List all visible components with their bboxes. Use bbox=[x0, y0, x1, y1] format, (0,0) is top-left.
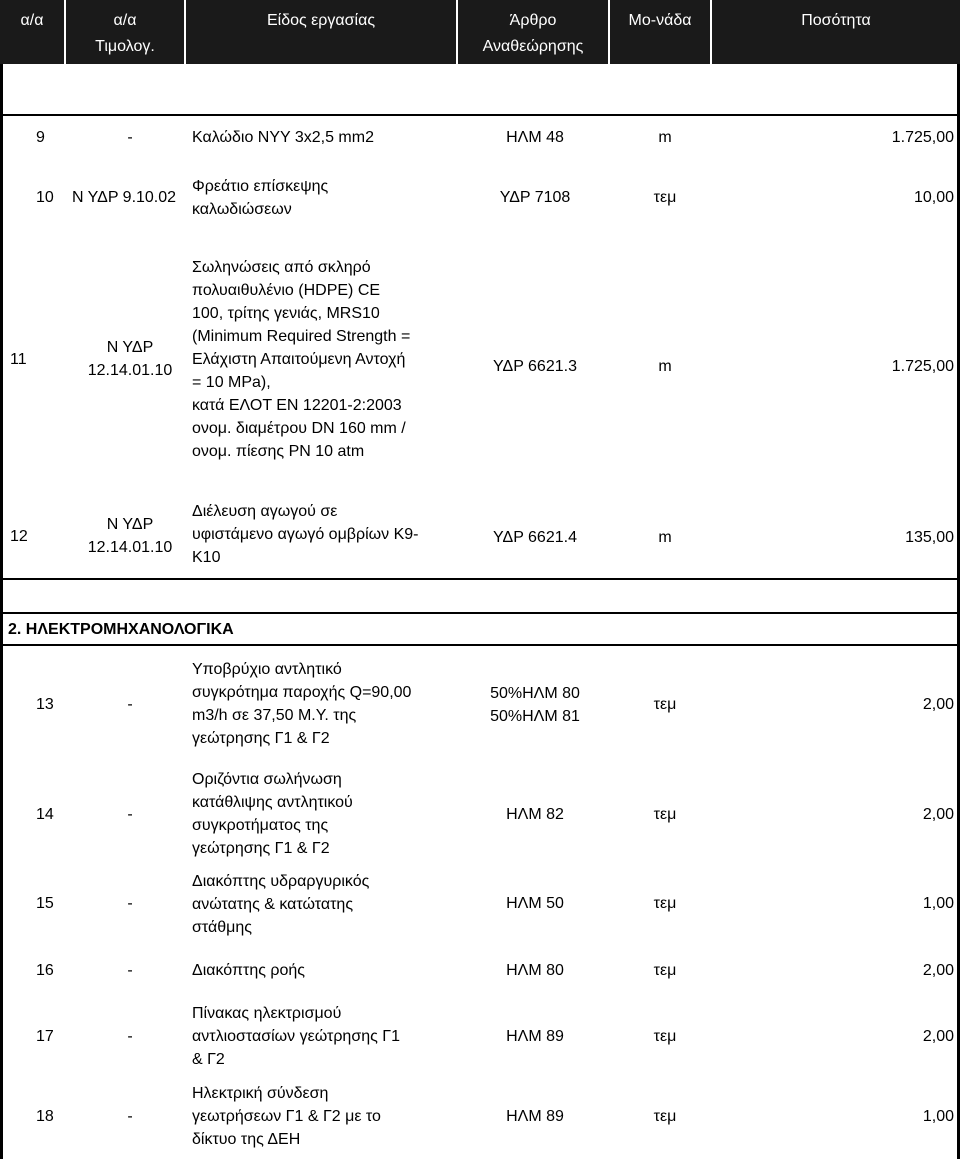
row-number: 10 bbox=[36, 189, 54, 206]
row-article bbox=[470, 682, 600, 728]
row-quantity: 135,00 bbox=[905, 529, 954, 546]
row-article: ΗΛΜ 89 bbox=[506, 1108, 564, 1125]
row-description bbox=[192, 1002, 454, 1071]
row-description: Διακόπτης ροής bbox=[192, 962, 305, 979]
row-description-line: συγκροτήματος της bbox=[192, 817, 329, 834]
row-description bbox=[192, 658, 454, 750]
row-description-line: Οριζόντια σωλήνωση bbox=[192, 771, 342, 788]
row-description-line: γεωτρήσεων Γ1 & Γ2 με το bbox=[192, 1108, 381, 1125]
row-quantity: 2,00 bbox=[922, 806, 954, 823]
row-description-line: στάθμης bbox=[192, 919, 252, 936]
row-description-line: ονομ. πίεσης PN 10 atm bbox=[192, 443, 365, 460]
row-invoice-code: - bbox=[127, 895, 133, 912]
row-number: 15 bbox=[36, 895, 54, 912]
row-article-line: 50%ΗΛΜ 80 bbox=[490, 685, 580, 702]
header-aa-invoice-label-2: Τιμολογ. bbox=[95, 38, 155, 55]
row-unit: τεμ bbox=[653, 962, 677, 979]
row-description bbox=[192, 500, 454, 569]
row-description-line: γεώτρησης Γ1 & Γ2 bbox=[192, 730, 330, 747]
row-invoice-code: - bbox=[127, 806, 133, 823]
row-unit: τεμ bbox=[653, 1028, 677, 1045]
row-number: 16 bbox=[36, 962, 54, 979]
row-invoice-code: - bbox=[127, 696, 133, 713]
row-description-line: Υποβρύχιο αντλητικό bbox=[192, 661, 342, 678]
row-description-line: Φρεάτιο επίσκεψης bbox=[192, 178, 329, 195]
row-number: 12 bbox=[10, 528, 28, 545]
header-aa bbox=[0, 0, 64, 64]
header-unit bbox=[610, 0, 710, 64]
row-divider bbox=[0, 114, 960, 116]
header-work bbox=[186, 0, 456, 64]
row-description-line: πολυαιθυλένιο (HDPE) CE bbox=[192, 282, 381, 299]
row-quantity: 1,00 bbox=[922, 895, 954, 912]
row-unit: τεμ bbox=[653, 189, 677, 206]
row-divider bbox=[0, 612, 960, 614]
row-unit: τεμ bbox=[653, 1108, 677, 1125]
row-number: 11 bbox=[10, 351, 27, 368]
row-description bbox=[192, 1082, 454, 1151]
section-title: 2. ΗΛΕΚΤΡΟΜΗΧΑΝΟΛΟΓΙΚΑ bbox=[8, 621, 234, 638]
row-description-line: 100, τρίτης γενιάς, MRS10 bbox=[192, 305, 380, 322]
header-work-label: Είδος εργασίας bbox=[266, 12, 376, 29]
row-quantity: 2,00 bbox=[922, 962, 954, 979]
row-quantity: 2,00 bbox=[922, 696, 954, 713]
row-invoice-code: - bbox=[127, 962, 133, 979]
row-description-line: Ηλεκτρική σύνδεση bbox=[192, 1085, 329, 1102]
row-description-line: Σωληνώσεις από σκληρό bbox=[192, 259, 371, 276]
row-description-line: γεώτρησης Γ1 & Γ2 bbox=[192, 840, 330, 857]
row-quantity: 1.725,00 bbox=[891, 358, 954, 375]
row-unit: m bbox=[658, 358, 672, 375]
row-description-line: δίκτυο της ΔΕΗ bbox=[192, 1131, 301, 1148]
row-description-line: κατάθλιψης αντλητικού bbox=[192, 794, 353, 811]
header-article bbox=[458, 0, 608, 64]
row-invoice-code: Ν ΥΔΡ 9.10.02 bbox=[71, 189, 177, 206]
row-article: ΗΛΜ 82 bbox=[506, 806, 564, 823]
row-quantity: 10,00 bbox=[913, 189, 954, 206]
header-quantity-label: Ποσότητα bbox=[801, 12, 871, 29]
row-article: ΥΔΡ 7108 bbox=[499, 189, 571, 206]
header-unit-label: Μο-νάδα bbox=[628, 12, 692, 29]
row-article-line: 50%ΗΛΜ 81 bbox=[490, 708, 580, 725]
row-article: ΗΛΜ 80 bbox=[506, 962, 564, 979]
row-number: 18 bbox=[36, 1108, 54, 1125]
row-description-line: αντλιοστασίων γεώτρησης Γ1 bbox=[192, 1028, 400, 1045]
row-description-line: Διακόπτης υδραργυρικός bbox=[192, 873, 370, 890]
row-description bbox=[192, 870, 454, 939]
row-unit: m bbox=[658, 529, 672, 546]
header-aa-invoice bbox=[66, 0, 184, 64]
row-description-line: Πίνακας ηλεκτρισμού bbox=[192, 1005, 342, 1022]
row-article: ΗΛΜ 48 bbox=[506, 129, 564, 146]
row-description-line: κατά ΕΛΟΤ ΕΝ 12201-2:2003 bbox=[192, 397, 402, 414]
row-quantity: 1,00 bbox=[922, 1108, 954, 1125]
row-invoice-code-line: Ν ΥΔΡ bbox=[106, 339, 154, 356]
table-header bbox=[0, 0, 960, 64]
row-divider bbox=[0, 644, 960, 646]
row-quantity: 1.725,00 bbox=[891, 129, 954, 146]
row-invoice-code-line: 12.14.01.10 bbox=[87, 362, 173, 379]
row-invoice-code: - bbox=[127, 1028, 133, 1045]
row-unit: τεμ bbox=[653, 895, 677, 912]
row-article: ΥΔΡ 6621.4 bbox=[493, 529, 577, 546]
row-article: ΗΛΜ 50 bbox=[506, 895, 564, 912]
header-aa-invoice-label-1: α/α bbox=[113, 12, 137, 29]
row-description-line: & Γ2 bbox=[192, 1051, 225, 1068]
row-invoice-code-line: 12.14.01.10 bbox=[87, 539, 173, 556]
row-description-line: m3/h σε 37,50 Μ.Υ. της bbox=[192, 707, 357, 724]
row-quantity: 2,00 bbox=[922, 1028, 954, 1045]
row-invoice-code: - bbox=[127, 129, 133, 146]
row-description-line: Διέλευση αγωγού σε bbox=[192, 503, 338, 520]
row-invoice-code: - bbox=[127, 1108, 133, 1125]
row-description bbox=[192, 768, 454, 860]
row-number: 17 bbox=[36, 1028, 54, 1045]
row-unit: τεμ bbox=[653, 696, 677, 713]
row-description bbox=[192, 175, 454, 221]
row-description-line: Κ10 bbox=[192, 549, 221, 566]
row-unit: m bbox=[658, 129, 672, 146]
row-invoice-code bbox=[80, 336, 180, 382]
row-invoice-code-line: Ν ΥΔΡ bbox=[106, 516, 154, 533]
row-description-line: καλωδιώσεων bbox=[192, 201, 292, 218]
row-description bbox=[192, 256, 454, 463]
header-aa-label: α/α bbox=[20, 12, 44, 29]
row-number: 13 bbox=[36, 696, 54, 713]
header-quantity bbox=[712, 0, 960, 64]
header-article-label-2: Αναθεώρησης bbox=[482, 38, 584, 55]
row-description-line: συγκρότημα παροχής Q=90,00 bbox=[192, 684, 412, 701]
row-description: Καλώδιο ΝΥΥ 3x2,5 mm2 bbox=[192, 129, 374, 146]
row-unit: τεμ bbox=[653, 806, 677, 823]
row-invoice-code bbox=[80, 513, 180, 559]
row-description-line: ονομ. διαμέτρου DN 160 mm / bbox=[192, 420, 406, 437]
row-description-line: ανώτατης & κατώτατης bbox=[192, 896, 354, 913]
row-article: ΥΔΡ 6621.3 bbox=[493, 358, 577, 375]
row-number: 9 bbox=[36, 129, 45, 146]
row-description-line: (Minimum Required Strength = bbox=[192, 328, 411, 345]
row-description-line: = 10 MPa), bbox=[192, 374, 271, 391]
row-divider bbox=[0, 578, 960, 580]
header-article-label-1: Άρθρο bbox=[509, 12, 557, 29]
row-description-line: Ελάχιστη Απαιτούμενη Αντοχή bbox=[192, 351, 406, 368]
row-description-line: υφιστάμενο αγωγό ομβρίων Κ9- bbox=[192, 526, 419, 543]
row-number: 14 bbox=[36, 806, 54, 823]
row-article: ΗΛΜ 89 bbox=[506, 1028, 564, 1045]
